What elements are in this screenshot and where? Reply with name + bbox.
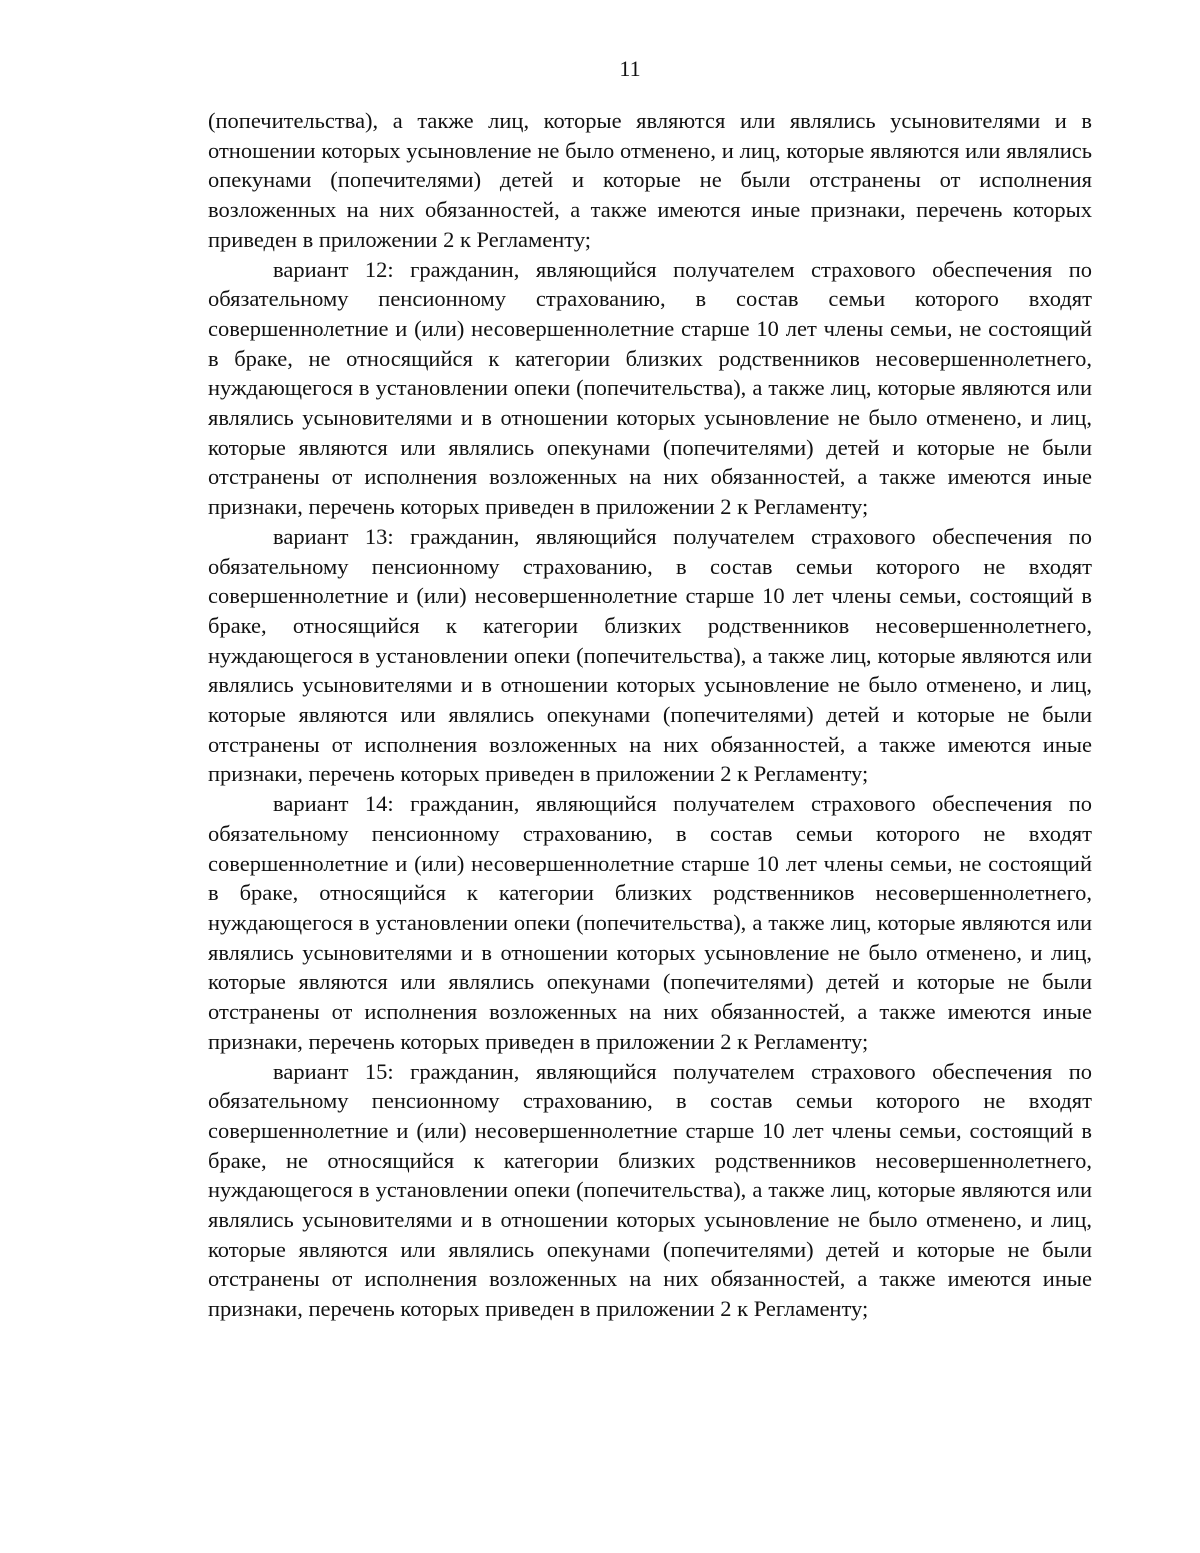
body-text bbox=[208, 106, 1092, 1324]
paragraph-variant-14: вариант 14: гражданин, являющийся получателем страхового обеспечения по обязательному пенсионному страхованию, в состав семьи которого не входят совершеннолетние и (или) несовершеннолетние старше 10 лет члены семьи, не состоящий в браке, относящийся к категории близких родственников несовершеннолетнего, нуждающегося в установлении опеки (попечительства), а также лиц, которые являются или являлись усыновителями и в отношении которых усыновление не было отменено, и лиц, которые являются или являлись опекунами (попечителями) детей и которые не были отстранены от исполнения возложенных на них обязанностей, а также имеются иные признаки, перечень которых приведен в приложении 2 к Регламенту; bbox=[208, 791, 1092, 1054]
paragraph-variant-12: вариант 12: гражданин, являющийся получателем страхового обеспечения по обязательному пенсионному страхованию, в состав семьи которого входят совершеннолетние и (или) несовершеннолетние старше 10 лет члены семьи, не состоящий в браке, не относящийся к категории близких родственников несовершеннолетнего, нуждающегося в установлении опеки (попечительства), а также лиц, которые являются или являлись усыновителями и в отношении которых усыновление не было отменено, и лиц, которые являются или являлись опекунами (попечителями) детей и которые не были отстранены от исполнения возложенных на них обязанностей, а также имеются иные признаки, перечень которых приведен в приложении 2 к Регламенту; bbox=[208, 256, 1092, 520]
page-number: 11 bbox=[619, 56, 641, 81]
paragraph-continuation: (попечительства), а также лиц, которые являются или являлись усыновителями и в отношении которых усыновление не было отменено, и лиц, которые являются или являлись опекунами (попечителями) детей и которые не были отстранены от исполнения возложенных на них обязанностей, а также имеются иные признаки, перечень которых приведен в приложении 2 к Регламенту; bbox=[208, 108, 1092, 252]
paragraph-variant-15: вариант 15: гражданин, являющийся получателем страхового обеспечения по обязательному пенсионному страхованию, в состав семьи которого не входят совершеннолетние и (или) несовершеннолетние старше 10 лет члены семьи, состоящий в браке, не относящийся к категории близких родственников несовершеннолетнего, нуждающегося в установлении опеки (попечительства), а также лиц, которые являются или являлись усыновителями и в отношении которых усыновление не было отменено, и лиц, которые являются или являлись опекунами (попечителями) детей и которые не были отстранены от исполнения возложенных на них обязанностей, а также имеются иные признаки, перечень которых приведен в приложении 2 к Регламенту; bbox=[208, 1058, 1092, 1322]
paragraph-variant-13: вариант 13: гражданин, являющийся получателем страхового обеспечения по обязательному пенсионному страхованию, в состав семьи которого не входят совершеннолетние и (или) несовершеннолетние старше 10 лет члены семьи, состоящий в браке, относящийся к категории близких родственников несовершеннолетнего, нуждающегося в установлении опеки (попечительства), а также лиц, которые являются или являлись усыновителями и в отношении которых усыновление не было отменено, и лиц, которые являются или являлись опекунами (попечителями) детей и которые не были отстранены от исполнения возложенных на них обязанностей, а также имеются иные признаки, перечень которых приведен в приложении 2 к Регламенту; bbox=[208, 523, 1092, 787]
